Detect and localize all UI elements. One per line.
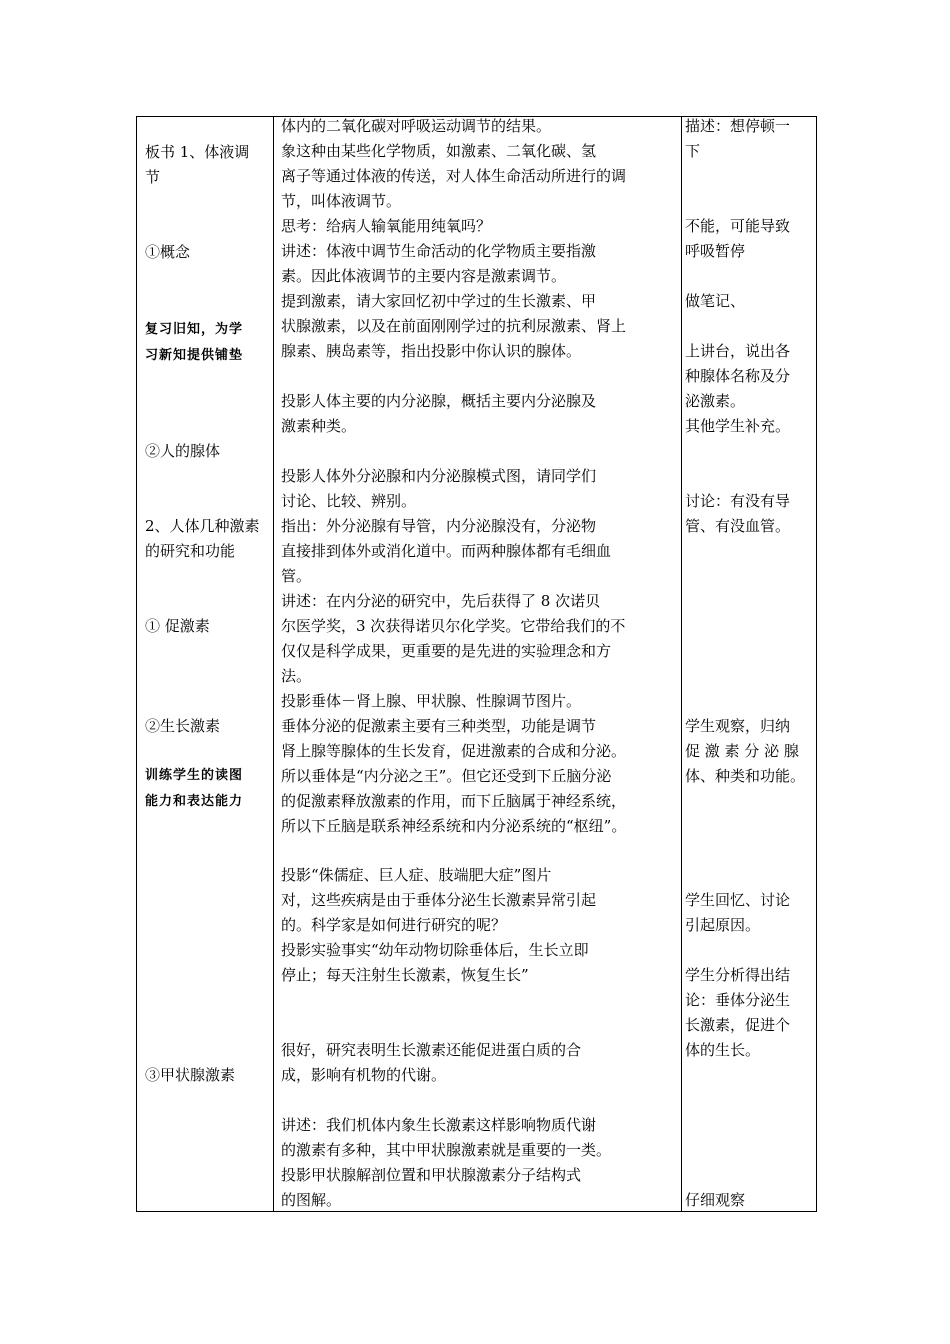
left-column-line: ③甲状腺激素 [145, 1066, 236, 1084]
right-column-line: 仔细观察 [685, 1191, 746, 1209]
left-column-line: ① 促激素 [145, 617, 210, 635]
right-column-line: 不能，可能导致 [685, 217, 791, 235]
middle-column-line: 讨论、比较、辨别。 [281, 492, 417, 510]
middle-column-line: 投影垂体－肾上腺、甲状腺、性腺调节图片。 [281, 692, 582, 710]
middle-column-line: 投影实验事实“幼年动物切除垂体后，生长立即 [281, 941, 589, 959]
right-column-line: 种腺体名称及分 [685, 367, 791, 385]
left-column-line: ①概念 [145, 243, 191, 261]
middle-column-line: 的促激素释放激素的作用，而下丘脑属于神经系统， [281, 792, 627, 810]
middle-column-line: 思考：给病人输氧能用纯氧吗？ [281, 217, 492, 235]
teaching-notes-column [145, 117, 273, 1211]
right-column-line: 描述：想停顿一 [685, 117, 791, 135]
middle-column-line: 停止；每天注射生长激素，恢复生长” [281, 966, 529, 984]
right-column-line: 体的生长。 [685, 1041, 761, 1059]
middle-column-line: 象这种由某些化学物质，如激素、二氧化碳、氢 [281, 142, 597, 160]
middle-column-line: 激素种类。 [281, 417, 357, 435]
middle-column-line: 的。科学家是如何进行研究的呢？ [281, 916, 507, 934]
left-column-line: 板书 1、体液调 [145, 143, 250, 161]
middle-column-line: 投影人体主要的内分泌腺，概括主要内分泌腺及 [281, 392, 597, 410]
left-column-line: 2、人体几种激素 [145, 517, 260, 535]
teacher-activity-column [281, 117, 681, 1211]
middle-column-line: 尔医学奖，3 次获得诺贝尔化学奖。它带给我们的不 [281, 617, 626, 635]
middle-column-line: 离子等通过体液的传送，对人体生命活动所进行的调 [281, 167, 627, 185]
left-column-line: 节 [145, 168, 161, 186]
right-column-line: 学生分析得出结 [685, 966, 791, 984]
middle-column-line: 腺素、胰岛素等，指出投影中你认识的腺体。 [281, 342, 582, 360]
right-column-line: 促 激 素 分 泌 腺 [685, 742, 799, 760]
middle-column-line: 的激素有多种，其中甲状腺激素就是重要的一类。 [281, 1141, 612, 1159]
column-divider-1 [273, 117, 274, 1211]
middle-column-line: 对，这些疾病是由于垂体分泌生长激素异常引起 [281, 891, 597, 909]
middle-column-line: 投影甲状腺解剖位置和甲状腺激素分子结构式 [281, 1166, 582, 1184]
middle-column-line: 很好，研究表明生长激素还能促进蛋白质的合 [281, 1041, 582, 1059]
left-column-line: 能力和表达能力 [145, 794, 244, 809]
right-column-line: 呼吸暂停 [685, 242, 746, 260]
middle-column-line: 讲述：我们机体内象生长激素这样影响物质代谢 [281, 1116, 597, 1134]
left-column-line: 复习旧知，为学 [145, 322, 244, 337]
middle-column-line: 体内的二氧化碳对呼吸运动调节的结果。 [281, 117, 552, 135]
right-column-line: 学生观察，归纳 [685, 717, 791, 735]
middle-column-line: 所以下丘脑是联系神经系统和内分泌系统的“枢纽”。 [281, 817, 627, 835]
middle-column-line: 管。 [281, 567, 312, 585]
middle-column-line: 直接排到体外或消化道中。而两种腺体都有毛细血 [281, 542, 612, 560]
middle-column-line: 垂体分泌的促激素主要有三种类型，功能是调节 [281, 717, 597, 735]
middle-column-line: 肾上腺等腺体的生长发育，促进激素的合成和分泌。 [281, 742, 627, 760]
middle-column-line: 素。因此体液调节的主要内容是激素调节。 [281, 267, 567, 285]
middle-column-line: 讲述：在内分泌的研究中，先后获得了 8 次诺贝 [281, 592, 601, 610]
right-column-line: 体、种类和功能。 [685, 767, 806, 785]
left-column-line: ②生长激素 [145, 717, 221, 735]
right-column-line: 讨论：有没有导 [685, 492, 791, 510]
right-column-line: 引起原因。 [685, 916, 761, 934]
left-column-line: ②人的腺体 [145, 442, 221, 460]
middle-column-line: 成，影响有机物的代谢。 [281, 1066, 447, 1084]
left-column-line: 习新知提供铺垫 [145, 348, 244, 363]
middle-column-line: 讲述：体液中调节生命活动的化学物质主要指激 [281, 242, 597, 260]
column-divider-2 [681, 117, 682, 1211]
left-column-line: 训练学生的读图 [145, 768, 244, 783]
middle-column-line: 指出：外分泌腺有导管，内分泌腺没有，分泌物 [281, 517, 597, 535]
middle-column-line: 投影“侏儒症、巨人症、肢端肥大症”图片 [281, 866, 552, 884]
middle-column-line: 状腺激素，以及在前面刚刚学过的抗利尿激素、肾上 [281, 317, 627, 335]
right-column-line: 下 [685, 142, 701, 160]
right-column-line: 长激素，促进个 [685, 1016, 791, 1034]
student-activity-column [685, 117, 815, 1211]
middle-column-line: 所以垂体是“内分泌之王”。但它还受到下丘脑分泌 [281, 767, 612, 785]
middle-column-line: 法。 [281, 667, 312, 685]
left-column-line: 的研究和功能 [145, 542, 236, 560]
middle-column-line: 投影人体外分泌腺和内分泌腺模式图，请同学们 [281, 467, 597, 485]
middle-column-line: 节，叫体液调节。 [281, 192, 402, 210]
middle-column-line: 仅仅是科学成果，更重要的是先进的实验理念和方 [281, 642, 612, 660]
middle-column-line: 的图解。 [281, 1191, 342, 1209]
right-column-line: 泌激素。 [685, 392, 746, 410]
right-column-line: 其他学生补充。 [685, 417, 791, 435]
right-column-line: 做笔记、 [685, 292, 746, 310]
middle-column-line: 提到激素，请大家回忆初中学过的生长激素、甲 [281, 292, 597, 310]
right-column-line: 论：垂体分泌生 [685, 991, 791, 1009]
right-column-line: 上讲台，说出各 [685, 342, 791, 360]
right-column-line: 管、有没血管。 [685, 517, 791, 535]
right-column-line: 学生回忆、讨论 [685, 891, 791, 909]
lesson-plan-table [136, 116, 817, 1212]
